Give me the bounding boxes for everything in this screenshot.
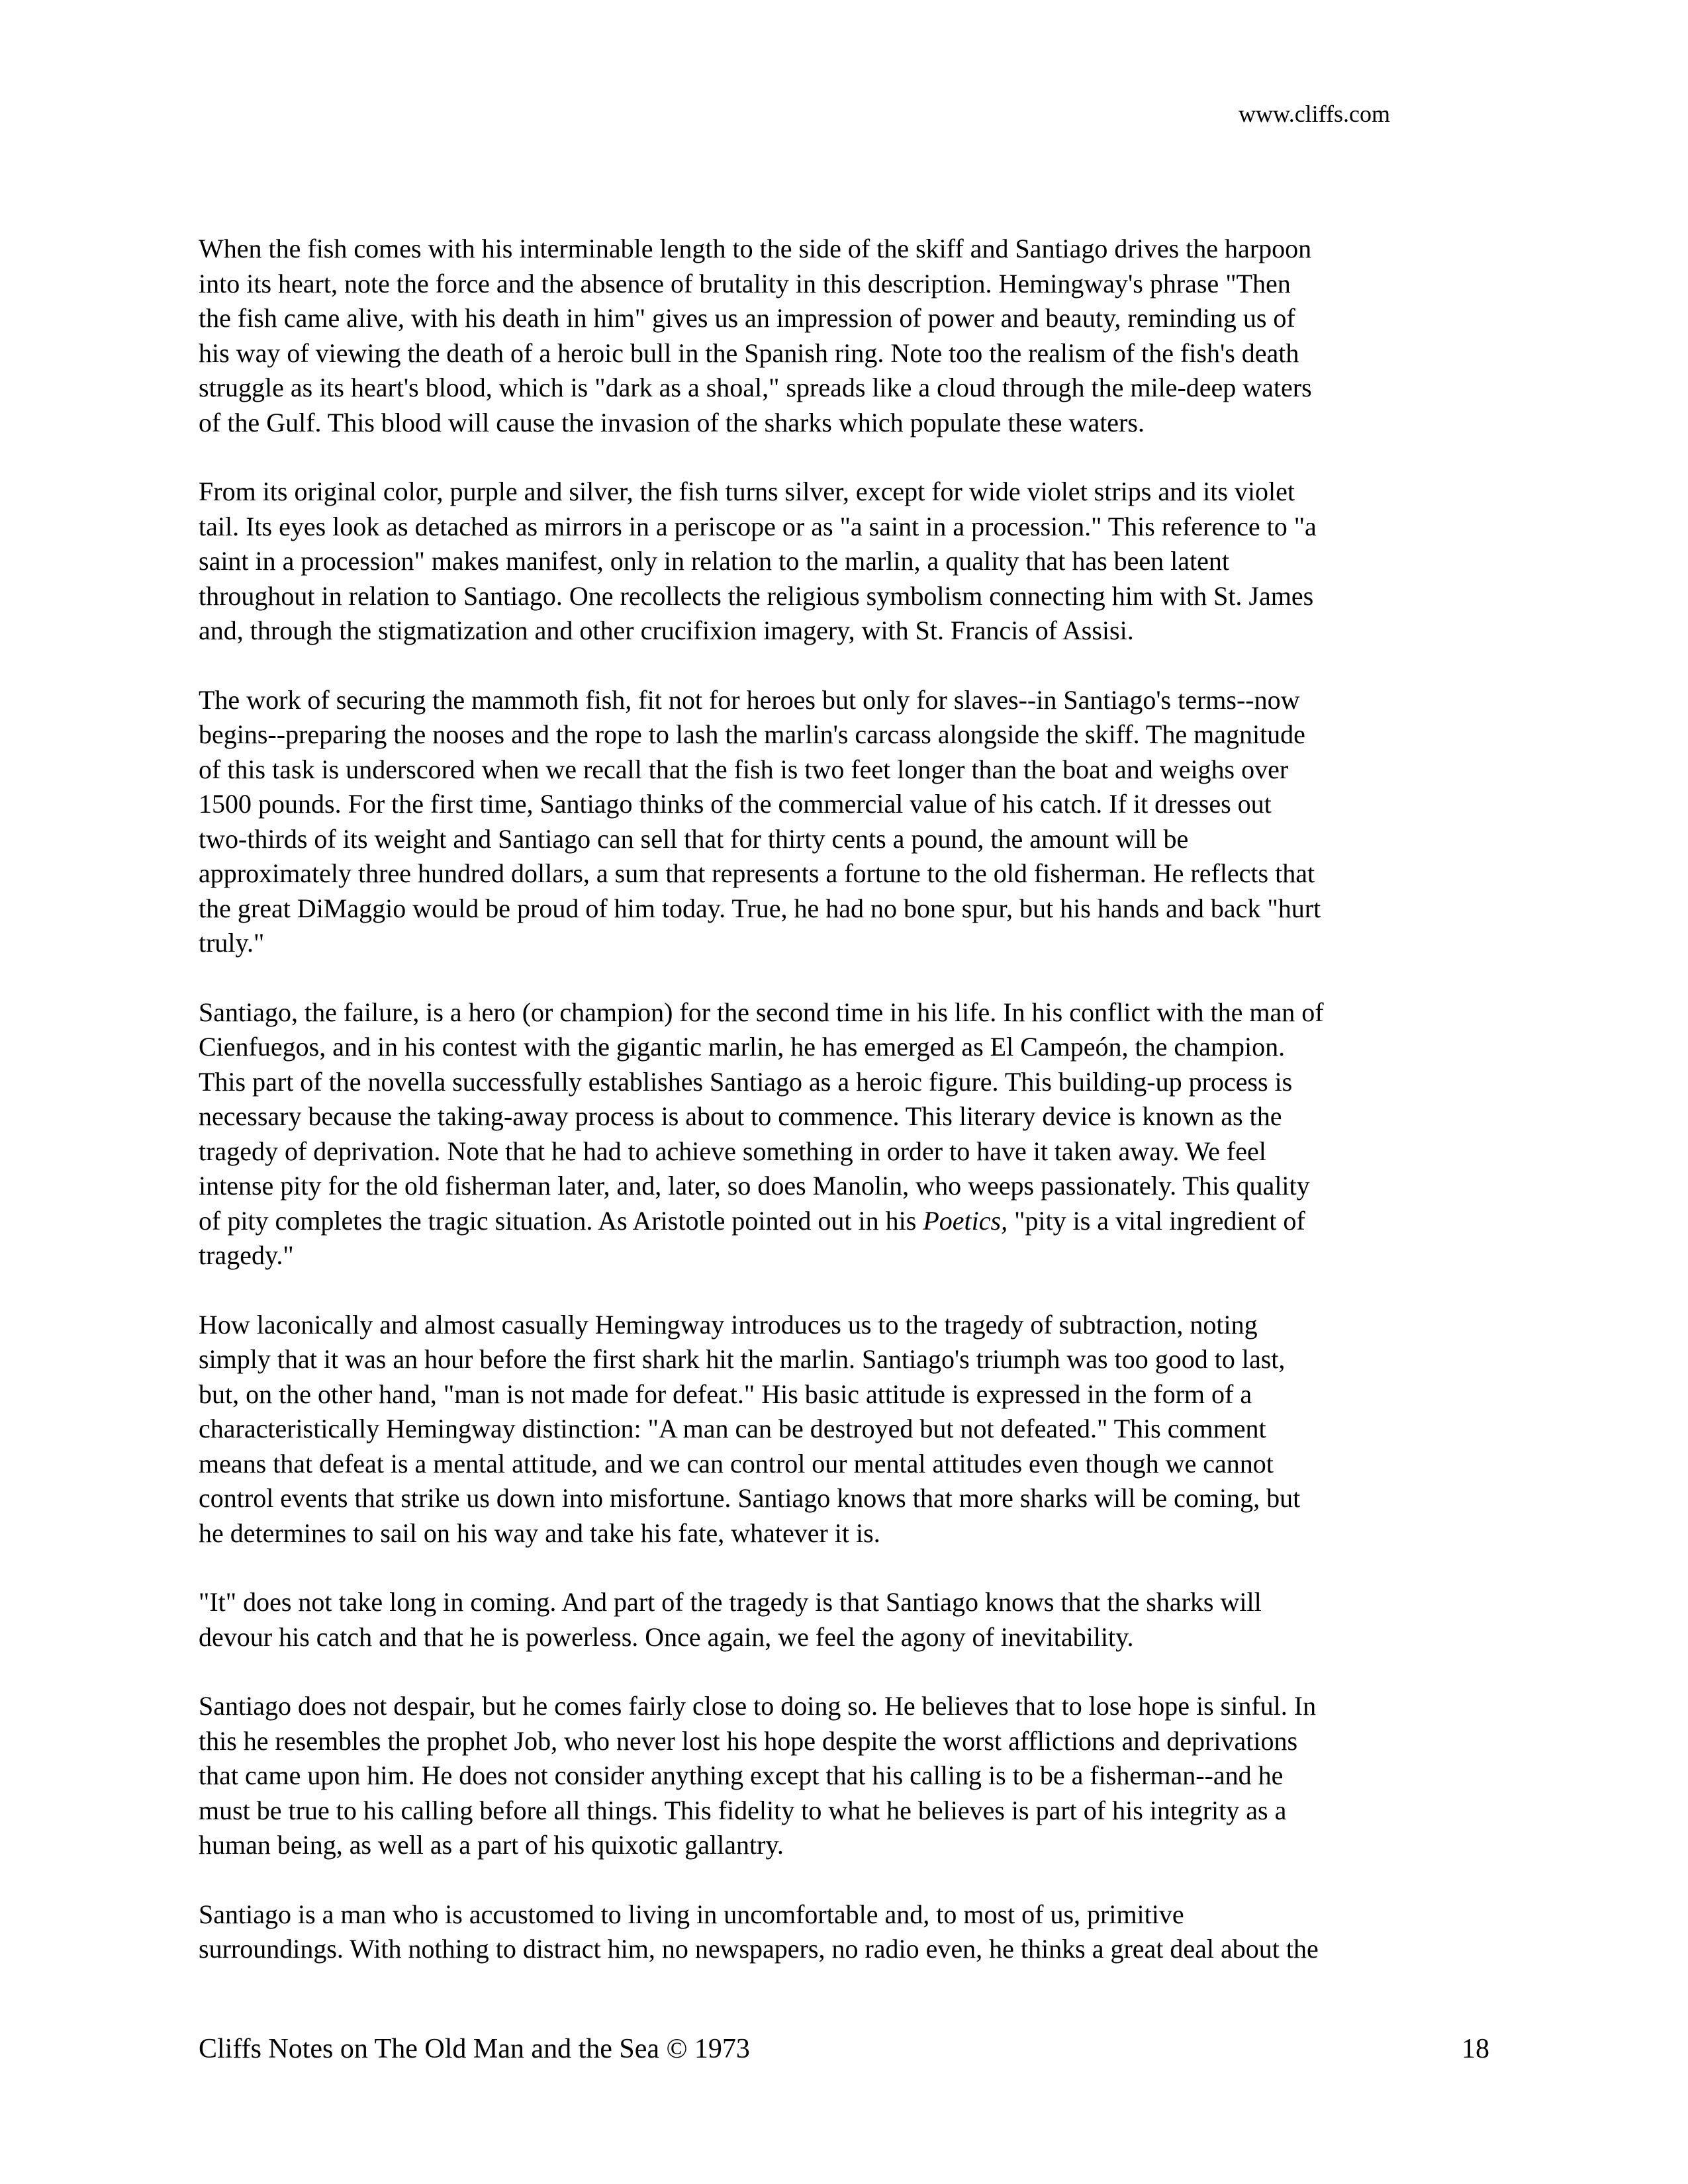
text-line: tragedy of deprivation. Note that he had to achieve something in order to have it taken away. We feel <box>199 1136 1266 1166</box>
text-line: Santiago does not despair, but he comes fairly close to doing so. He believes that to lose hope is sinful. In <box>199 1691 1317 1721</box>
text-line: of the Gulf. This blood will cause the invasion of the sharks which populate these waters. <box>199 407 1145 437</box>
text-line: tragedy." <box>199 1240 294 1270</box>
text-line: the great DiMaggio would be proud of him today. True, he had no bone spur, but his hands and back "hurt <box>199 893 1321 923</box>
text-line: that came upon him. He does not consider anything except that his calling is to be a fisherman--and he <box>199 1760 1284 1790</box>
text-line: and, through the stigmatization and other crucifixion imagery, with St. Francis of Assisi. <box>199 615 1134 645</box>
text-line: means that defeat is a mental attitude, and we can control our mental attitudes even though we cannot <box>199 1448 1274 1479</box>
text-line: 1500 pounds. For the first time, Santiago thinks of the commercial value of his catch. If it dresses out <box>199 789 1272 819</box>
text-line: human being, as well as a part of his quixotic gallantry. <box>199 1830 784 1860</box>
text-line: his way of viewing the death of a heroic bull in the Spanish ring. Note too the realism of the fish's death <box>199 338 1299 368</box>
paragraph-color <box>199 475 1489 649</box>
text-line: tail. Its eyes look as detached as mirrors in a periscope or as "a saint in a procession." This reference to "a <box>199 511 1317 541</box>
page-number: 18 <box>1462 2034 1489 2064</box>
paragraph-hero <box>199 995 1489 1273</box>
text-line: From its original color, purple and silver, the fish turns silver, except for wide violet strips and its violet <box>199 477 1295 506</box>
text-line: Santiago is a man who is accustomed to living in uncomfortable and, to most of us, primitive <box>199 1899 1184 1929</box>
text-line: two-thirds of its weight and Santiago can sell that for thirty cents a pound, the amount will be <box>199 823 1189 854</box>
text-line: characteristically Hemingway distinction: "A man can be destroyed but not defeated." This comment <box>199 1414 1266 1443</box>
text-run: "pity is a vital ingredient of <box>1008 1205 1305 1236</box>
text-line: struggle as its heart's blood, which is "dark as a shoal," spreads like a cloud through the mile-deep waters <box>199 373 1312 402</box>
text-line: approximately three hundred dollars, a sum that represents a fortune to the old fisherman. He reflects that <box>199 858 1315 888</box>
text-line: of this task is underscored when we recall that the fish is two feet longer than the boat and weighs over <box>199 754 1289 784</box>
paragraph-harpoon <box>199 232 1489 440</box>
text-line: necessary because the taking-away process is about to commence. This literary device is known as the <box>199 1101 1282 1131</box>
text-line: begins--preparing the nooses and the rope to lash the marlin's carcass alongside the skiff. The magnitude <box>199 719 1305 749</box>
paragraph-despair <box>199 1689 1489 1863</box>
text-line: surroundings. With nothing to distract him, no newspapers, no radio even, he thinks a great deal about the <box>199 1934 1319 1964</box>
text-line: this he resembles the prophet Job, who never lost his hope despite the worst afflictions and deprivations <box>199 1725 1298 1756</box>
text-line: "It" does not take long in coming. And part of the tragedy is that Santiago knows that the sharks will <box>199 1587 1262 1617</box>
text-line: the fish came alive, with his death in him" gives us an impression of power and beauty, reminding us of <box>199 303 1295 333</box>
text-line: Santiago, the failure, is a hero (or champion) for the second time in his life. In his conflict with the man of <box>199 997 1324 1027</box>
text-line: control events that strike us down into misfortune. Santiago knows that more sharks will be coming, but <box>199 1483 1301 1513</box>
header-url: www.cliffs.com <box>1239 101 1390 127</box>
text-line: When the fish comes with his interminable length to the side of the skiff and Santiago drives the harpoon <box>199 234 1312 263</box>
text-line: devour his catch and that he is powerless. Once again, we feel the agony of inevitability. <box>199 1621 1134 1652</box>
book-title-poetics: Poetics, <box>923 1205 1008 1236</box>
paragraph-subtraction <box>199 1308 1489 1551</box>
paragraph-surroundings <box>199 1897 1489 1967</box>
text-run: of pity completes the tragic situation. As Aristotle pointed out in his <box>199 1205 923 1236</box>
footer-title: Cliffs Notes on The Old Man and the Sea © 1973 <box>199 2034 750 2064</box>
text-line: The work of securing the mammoth fish, fit not for heroes but only for slaves--in Santiago's terms--now <box>199 684 1300 715</box>
paragraph-securing <box>199 683 1489 961</box>
text-line: he determines to sail on his way and take his fate, whatever it is. <box>199 1518 880 1548</box>
paragraph-it <box>199 1585 1489 1655</box>
article-body <box>199 232 1489 2001</box>
text-line: simply that it was an hour before the first shark hit the marlin. Santiago's triumph was too good to last, <box>199 1344 1286 1374</box>
text-line: This part of the novella successfully establishes Santiago as a heroic figure. This building-up process is <box>199 1066 1293 1097</box>
text-line: throughout in relation to Santiago. One recollects the religious symbolism connecting him with St. James <box>199 580 1314 611</box>
text-line: truly." <box>199 928 265 958</box>
text-line: but, on the other hand, "man is not made for defeat." His basic attitude is expressed in the form of a <box>199 1379 1252 1409</box>
text-line: saint in a procession" makes manifest, only in relation to the marlin, a quality that has been latent <box>199 546 1230 576</box>
text-line: How laconically and almost casually Hemingway introduces us to the tragedy of subtraction, noting <box>199 1309 1258 1340</box>
text-line: into its heart, note the force and the absence of brutality in this description. Hemingway's phrase "Then <box>199 268 1291 298</box>
text-line: Cienfuegos, and in his contest with the gigantic marlin, he has emerged as El Campeón, the champion. <box>199 1032 1286 1062</box>
text-line: intense pity for the old fisherman later, and, later, so does Manolin, who weeps passionately. This quality <box>199 1171 1310 1201</box>
text-line <box>199 1204 1489 1239</box>
text-line: must be true to his calling before all things. This fidelity to what he believes is part of his integrity as a <box>199 1795 1287 1825</box>
